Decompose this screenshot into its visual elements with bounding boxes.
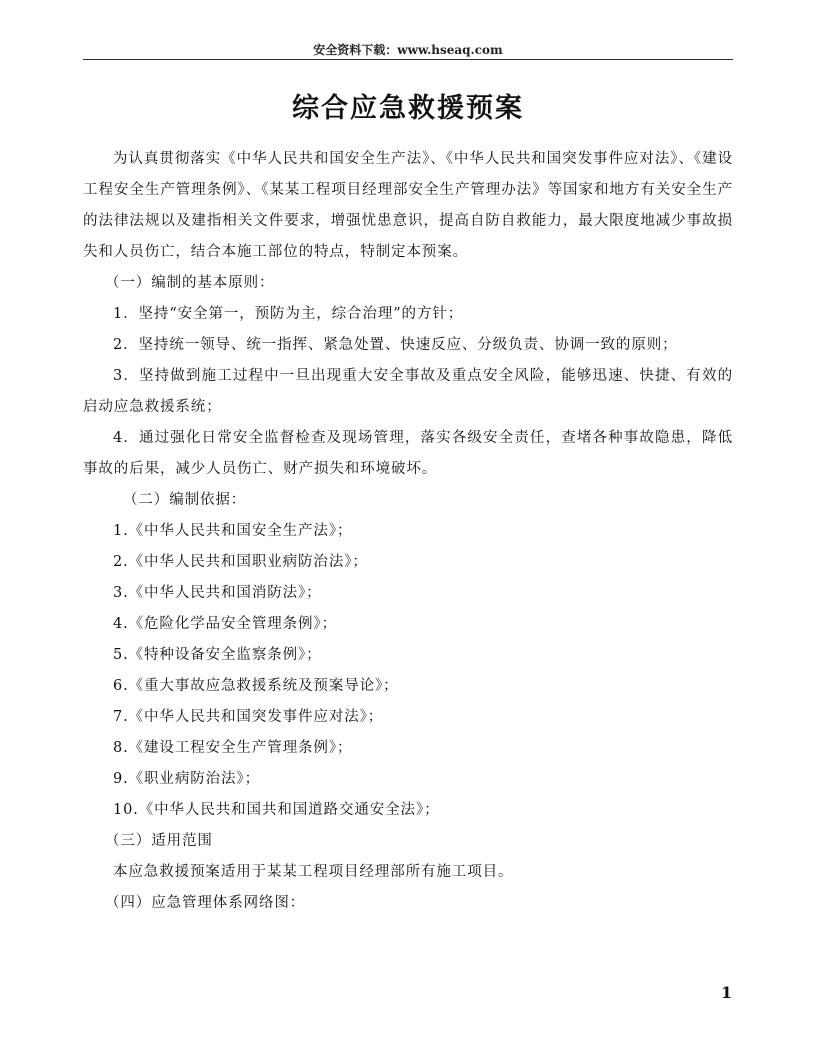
document-body: [83, 144, 733, 919]
section-heading-network: （四）应急管理体系网络图：: [105, 895, 306, 911]
page-number: 1: [721, 983, 733, 1002]
basis-item: 9.《职业病防治法》；: [113, 771, 260, 787]
basis-item: 1.《中华人民共和国安全生产法》；: [113, 523, 353, 539]
basis-item: 5.《特种设备安全监察条例》；: [113, 647, 322, 663]
basis-item: 3.《中华人民共和国消防法》；: [113, 585, 322, 601]
page-header: 安全资料下载：www.hseaq.com: [313, 43, 503, 57]
section-heading-principles: （一）编制的基本原则：: [105, 275, 275, 291]
section-heading-basis: （二）编制依据：: [123, 492, 247, 508]
section-heading-scope: （三）适用范围: [105, 833, 213, 849]
scope-text: 本应急救援预案适用于某某工程项目经理部所有施工项目。: [113, 864, 514, 880]
basis-item: 6.《重大事故应急救援系统及预案导论》；: [113, 678, 399, 694]
basis-item: 10.《中华人民共和国共和国道路交通安全法》；: [113, 802, 440, 818]
principle-item: 4．通过强化日常安全监督检查及现场管理，落实各级安全责任，查堵各种事故隐患，降低事故的后果，减少人员伤亡、财产损失和环境破坏。: [83, 430, 733, 477]
principle-item: 2．坚持统一领导、统一指挥、紧急处置、快速反应、分级负责、协调一致的原则；: [113, 337, 678, 353]
principle-item: 3．坚持做到施工过程中一旦出现重大安全事故及重点安全风险，能够迅速、快捷、有效的启动应急救援系统；: [83, 368, 733, 415]
basis-item: 4.《危险化学品安全管理条例》；: [113, 616, 337, 632]
basis-item: 7.《中华人民共和国突发事件应对法》；: [113, 709, 384, 725]
basis-item: 2.《中华人民共和国职业病防治法》；: [113, 554, 368, 570]
header-divider: [83, 59, 733, 60]
basis-item: 8.《建设工程安全生产管理条例》；: [113, 740, 353, 756]
principle-item: 1．坚持“安全第一，预防为主，综合治理”的方针；: [113, 306, 464, 322]
intro-paragraph: 为认真贯彻落实《中华人民共和国安全生产法》、《中华人民共和国突发事件应对法》、《建设工程安全生产管理条例》、《某某工程项目经理部安全生产管理办法》等国家和地方有关安全生产的法律法规以及建指相关文件要求，增强忧患意识，提高自防自救能力，最大限度地减少事故损失和人员伤亡，结合本施工部位的特点，特制定本预案。: [83, 151, 733, 260]
document-title: 综合应急救援预案: [292, 93, 524, 124]
